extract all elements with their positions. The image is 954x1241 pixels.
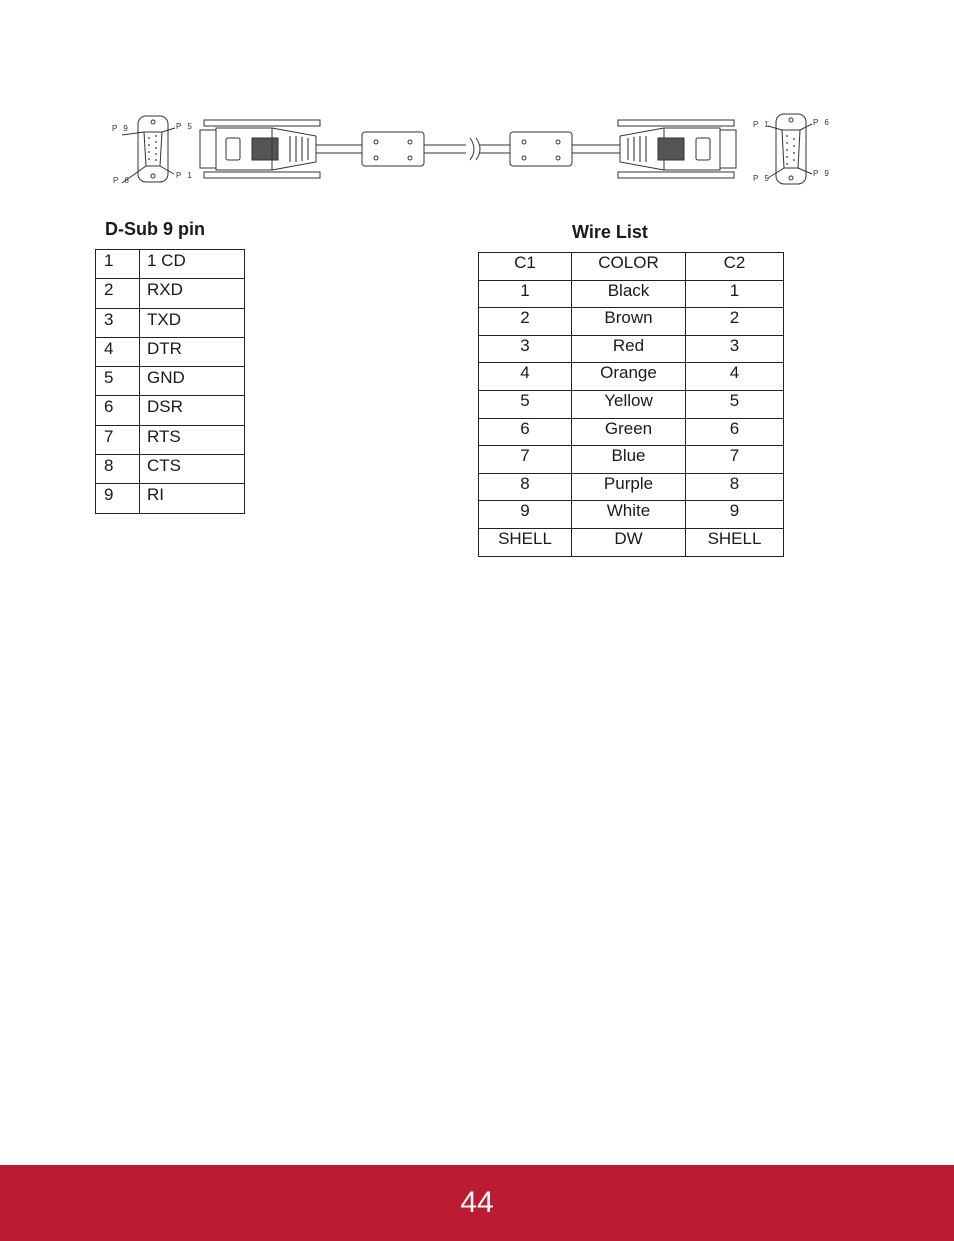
wire-c1: 5 <box>479 390 572 418</box>
wire-color: DW <box>572 528 686 556</box>
wire-c2: SHELL <box>686 528 784 556</box>
pin-signal: DTR <box>140 337 245 366</box>
pin-signal: GND <box>140 367 245 396</box>
pin-number: 1 <box>96 250 140 279</box>
table-row <box>479 390 784 418</box>
wire-c1: 3 <box>479 335 572 363</box>
wire-color: Purple <box>572 473 686 501</box>
pin-signal: TXD <box>140 308 245 337</box>
table-row <box>96 308 245 337</box>
right-pin-label-bottom-right: P 9 <box>813 169 831 178</box>
pin-number: 9 <box>96 484 140 513</box>
pin-signal: RI <box>140 484 245 513</box>
dsub-title: D-Sub 9 pin <box>105 219 205 239</box>
wire-c2: 3 <box>686 335 784 363</box>
wire-c1: 9 <box>479 501 572 529</box>
header-c1: C1 <box>479 253 572 281</box>
pin-number: 3 <box>96 308 140 337</box>
wire-header-row <box>479 253 784 281</box>
wire-c2: 5 <box>686 390 784 418</box>
wire-c2: 8 <box>686 473 784 501</box>
wire-color: Orange <box>572 363 686 391</box>
table-row <box>479 528 784 556</box>
wire-c2: 4 <box>686 363 784 391</box>
wire-c1: 1 <box>479 280 572 308</box>
left-pin-label-top-right: P 5 <box>176 122 194 131</box>
wire-c1: 2 <box>479 308 572 336</box>
wire-list-title: Wire List <box>572 222 648 242</box>
right-pin-label-top-left: P 1 <box>753 120 771 129</box>
wire-color: White <box>572 501 686 529</box>
pin-number: 6 <box>96 396 140 425</box>
pin-signal: 1 CD <box>140 250 245 279</box>
table-row <box>479 363 784 391</box>
wire-color: Red <box>572 335 686 363</box>
wire-color: Yellow <box>572 390 686 418</box>
pin-signal: CTS <box>140 455 245 484</box>
wire-color: Black <box>572 280 686 308</box>
table-row <box>96 396 245 425</box>
table-row <box>96 279 245 308</box>
wire-c2: 9 <box>686 501 784 529</box>
table-row <box>96 425 245 454</box>
wire-c2: 7 <box>686 446 784 474</box>
table-row <box>479 501 784 529</box>
table-row <box>479 446 784 474</box>
table-row <box>96 484 245 513</box>
wire-c1: SHELL <box>479 528 572 556</box>
table-row <box>479 280 784 308</box>
right-pin-label-top-right: P 6 <box>813 118 831 127</box>
header-c2: C2 <box>686 253 784 281</box>
wire-list-table <box>478 252 784 557</box>
pin-number: 5 <box>96 367 140 396</box>
table-row <box>96 455 245 484</box>
page-number: 44 <box>460 1186 494 1219</box>
wire-c2: 2 <box>686 308 784 336</box>
table-row <box>96 337 245 366</box>
wire-c1: 6 <box>479 418 572 446</box>
table-row <box>479 308 784 336</box>
table-row <box>479 418 784 446</box>
left-pin-label-top-left: P 9 <box>112 124 130 133</box>
wire-color: Blue <box>572 446 686 474</box>
header-color: COLOR <box>572 253 686 281</box>
wire-color: Green <box>572 418 686 446</box>
pin-signal: RXD <box>140 279 245 308</box>
pin-signal: RTS <box>140 425 245 454</box>
wire-color: Brown <box>572 308 686 336</box>
pin-number: 7 <box>96 425 140 454</box>
table-row <box>479 473 784 501</box>
wire-c2: 6 <box>686 418 784 446</box>
pin-number: 8 <box>96 455 140 484</box>
table-row <box>479 335 784 363</box>
pin-signal: DSR <box>140 396 245 425</box>
right-pin-label-bottom-left: P 5 <box>753 174 771 183</box>
table-row <box>96 367 245 396</box>
left-pin-label-bottom-right: P 1 <box>176 171 194 180</box>
wire-c1: 4 <box>479 363 572 391</box>
serial-cable-illustration <box>100 108 840 190</box>
dsub-pin-table <box>95 249 245 514</box>
table-row <box>96 250 245 279</box>
cable-diagram <box>100 108 840 190</box>
wire-c2: 1 <box>686 280 784 308</box>
wire-c1: 8 <box>479 473 572 501</box>
wire-c1: 7 <box>479 446 572 474</box>
pin-number: 4 <box>96 337 140 366</box>
left-pin-label-bottom-left: P 6 <box>113 176 131 185</box>
pin-number: 2 <box>96 279 140 308</box>
